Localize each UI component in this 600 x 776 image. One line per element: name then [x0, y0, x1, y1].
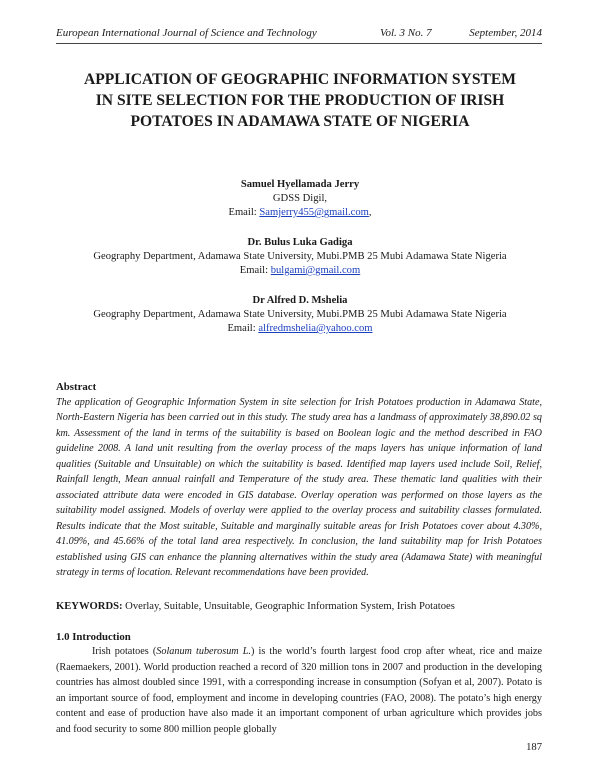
page-number: 187: [526, 742, 542, 753]
author-block: [56, 178, 544, 220]
email-suffix: ,: [368, 207, 372, 218]
journal-name: European International Journal of Science and Technology: [56, 27, 317, 39]
keywords-label: KEYWORDS:: [56, 601, 123, 612]
author-affiliation: GDSS Digil,: [272, 193, 328, 204]
author-name: Dr Alfred D. Mshelia: [252, 295, 348, 306]
header-rule: [56, 43, 542, 44]
author-block: [56, 294, 544, 336]
abstract-text: The application of Geographic Information System in site selection for Irish Potatoes production in Adamawa State, North-Eastern Nigeria has been carried out in this study. The study area has a landmass of approximately 38,890.02 sq km. Assessment of the land in terms of the suitability is based on Boolean logic and the method described in FAO guideline 2008. A land unit resulting from the overlay process of the maps layers has unique information of land qualities (Suitable and Unsuitable) on which the suitability is based. Identified map layers used include Soil, Relief, Rainfall length, Mean annual rainfall and Temperature of the study area. These thematic land qualities with their associated attribute data were encoded in GIS database. Overlay operation was performed on those layers as the suitability model assigned. Models of overlay were applied to the overlay process and suitability classes formulated. Results indicate that the Most suitable, Suitable and marginally suitable areas for Irish Potatoes cover about 4.30%, 41.09%, and 45.66% of the total land area respectively. In conclusion, the land suitability map for Irish Potatoes established using GIS can enhance the planning alternatives within the study area (Adamawa State) with meaningful strategy in terms of location. Relevant recommendations have been provided.: [56, 397, 542, 578]
intro-text-start: Irish potatoes (: [92, 646, 157, 657]
author-block: [56, 236, 544, 278]
abstract-heading: Abstract: [56, 381, 97, 393]
email-label: Email:: [239, 265, 269, 276]
introduction-paragraph: [56, 644, 542, 737]
author-affiliation: Geography Department, Adamawa State University, Mubi.PMB 25 Mubi Adamawa State Nigeria: [93, 251, 507, 262]
title-line: POTATOES IN ADAMAWA STATE OF NIGERIA: [130, 113, 470, 130]
author-email-link[interactable]: bulgami@gmail.com: [270, 265, 361, 276]
running-header: [56, 27, 542, 41]
title-line: APPLICATION OF GEOGRAPHIC INFORMATION SYSTEM: [83, 71, 517, 88]
author-name: Samuel Hyellamada Jerry: [240, 179, 360, 190]
intro-text-rest: ) is the world’s fourth largest food crop after wheat, rice and maize (Raemaekers, 2001). World production reached a record of 320 million tons in 2007 and production in the developing countries has almost doubled since 1991, with a corresponding increase in consumption (Sofyan et al, 2007). Potato is an important source of food, employment and income in developing countries (FAO, 2008). The potato’s high energy content and ease of production have also made it an important component of urban agriculture which provides jobs and food security to some 800 million people globally: [56, 646, 542, 735]
volume-number: Vol. 3 No. 7: [380, 27, 432, 39]
author-email-line: [56, 264, 544, 278]
keywords-line: [56, 601, 542, 612]
keywords-text: Overlay, Suitable, Unsuitable, Geographic Information System, Irish Potatoes: [122, 601, 455, 612]
author-affiliation: Geography Department, Adamawa State University, Mubi.PMB 25 Mubi Adamawa State Nigeria: [93, 309, 507, 320]
email-label: Email:: [228, 207, 257, 218]
issue-date: September, 2014: [469, 27, 542, 39]
author-email-line: [56, 206, 544, 220]
paper-title: [50, 69, 550, 132]
author-email-link[interactable]: Samjerry455@gmail.com: [259, 207, 369, 218]
species-name: Solanum tuberosum L.: [156, 646, 251, 657]
author-email-link[interactable]: alfredmshelia@yahoo.com: [258, 323, 373, 334]
title-line: IN SITE SELECTION FOR THE PRODUCTION OF IRISH: [95, 92, 505, 109]
author-email-line: [56, 322, 544, 336]
section-heading-introduction: 1.0 Introduction: [56, 631, 131, 643]
author-name: Dr. Bulus Luka Gadiga: [247, 237, 353, 248]
email-label: Email:: [227, 323, 256, 334]
